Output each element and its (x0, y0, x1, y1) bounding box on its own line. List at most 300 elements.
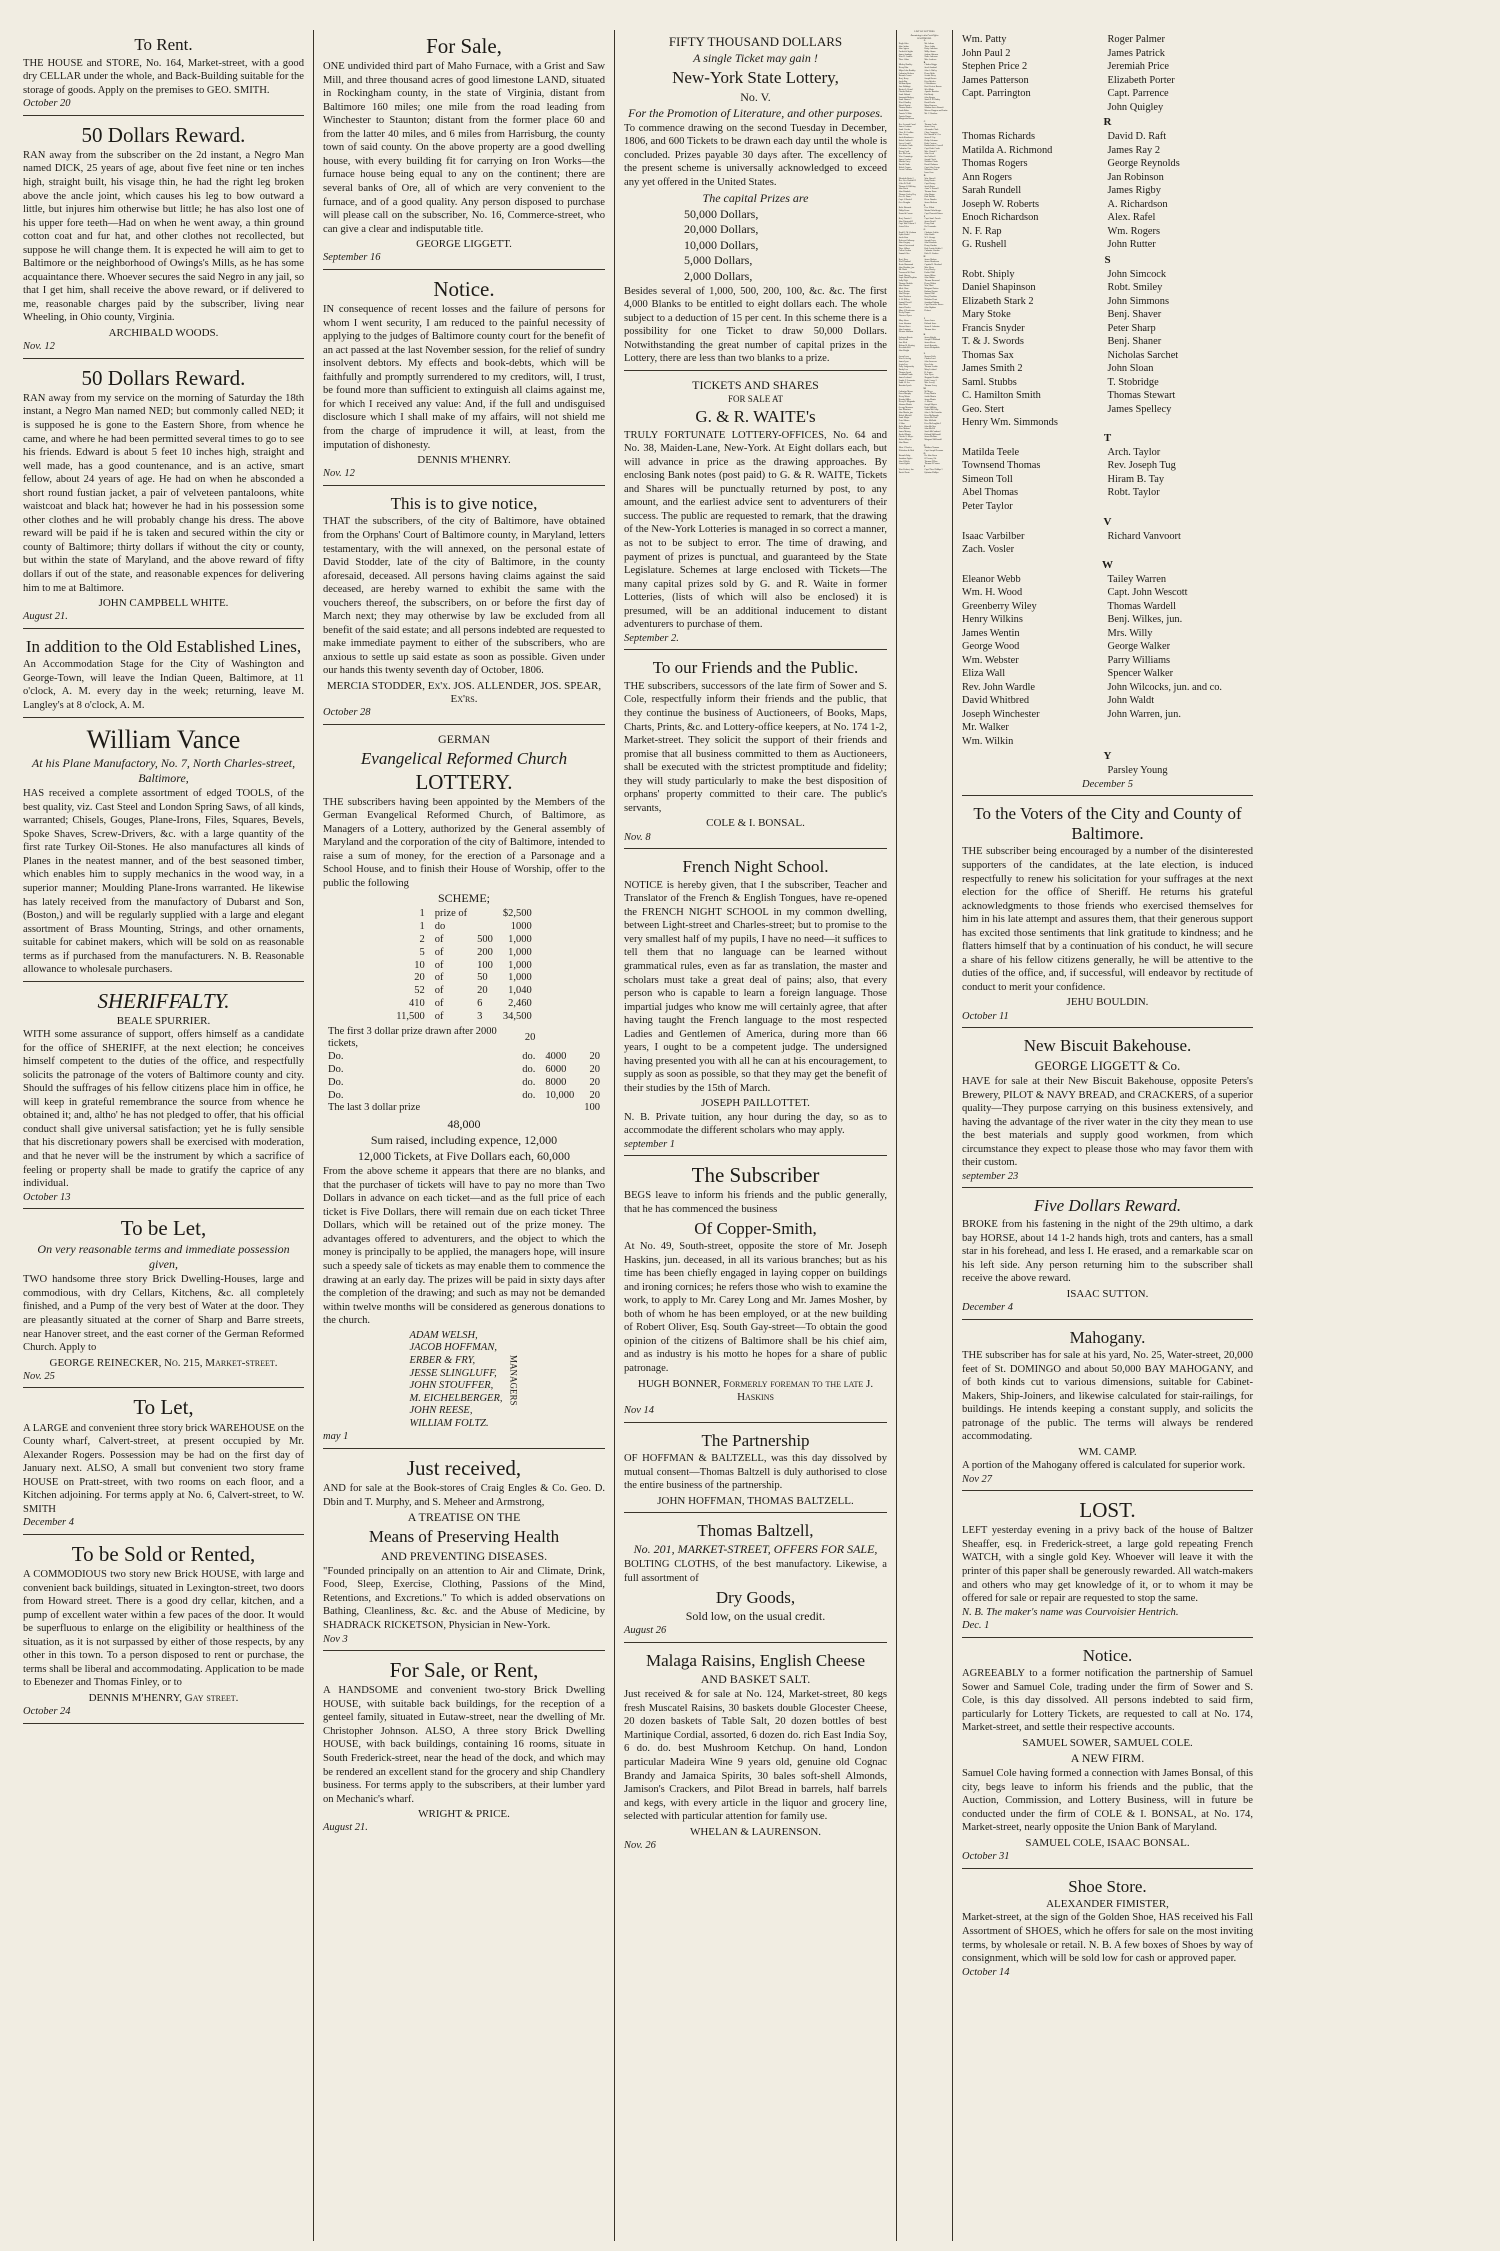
letter-recipient: John Gregory (898, 242, 911, 245)
scheme-cell: 1,000 (508, 959, 532, 971)
letter-recipient: Capt. John Wescott (1107, 587, 1188, 599)
ad-five-dollars (962, 1191, 1253, 1319)
letter-recipient: Saml. Barnes 2 (898, 99, 912, 102)
letter-recipient: Jerome Berry (924, 75, 936, 78)
letter-recipient: James Spellecy (1107, 403, 1172, 415)
letter-recipient: James Murray (898, 430, 911, 433)
ad-body: RAN away from my service on the morning of Saturday the 18th instant, a Negro Man named NED; but commonly called NED; it is supposed he is gone to the Eastern Shore, from whence he came, and where he had been permitted several times to go to see his friends. Edward is about 5 feet 10 inches high, straight and well made, has a good countenance, and is an active, smart fellow, about 24 years of age. He had on when he absconded a short round fustian jacket, a pair of velveteen pantaloons, white waistcoat and black hat; however he had in his possession some other clothes and he will probably change his dress. The above reward will be paid if he is taken and secured within the city or county of Baltimore; thirty dollars if without the city or county, but within the state of Maryland, and the above reward of fifty dollars if out of the state, and reasonable expences for delivering him to me at Baltimore. (23, 392, 304, 594)
ad-signature: ISAAC SUTTON. (1066, 1287, 1149, 1300)
column-2 (314, 30, 615, 2241)
letter-recipient: T. Stobridge (1107, 376, 1159, 388)
letter-recipient: Philip Coleman (924, 139, 938, 142)
ad-signature-2: SAMUEL COLE, ISAAC BONSAL. (1025, 1836, 1190, 1849)
ad-pretitle: GERMAN (437, 731, 490, 746)
letter-recipient: Sarah E. B. Buffey (924, 99, 941, 102)
letter-recipient: John McGill (924, 428, 935, 431)
letter-recipient: Henry Gardner (924, 245, 938, 247)
letter-recipient: Robt. Smiley (1107, 282, 1163, 294)
ad-french-school (624, 852, 887, 1156)
names-column (962, 33, 1108, 114)
ad-title-2: ALEXANDER FIMISTER, (1046, 1898, 1169, 1911)
ad-body: RAN away from the subscriber on the 2d instant, a Negro Man named DICK, 25 years of age, about five feet nine or ten inches high, straight built, his visage thin, he had the right leg broken above the ancle joint, which causes his leg to bow outward a little, but injures him otherwise but little; he has also lost one of his upper fore teeth—Had on when he went away, a thin ground cotton coat and fur hat, and other clothes not recollected, but suppose he will change them. It is expected he will aim to get to Baltimore or the neighborhood of Owings's Mills, as he has some acquaintance there. Whoever secures the said Negro in any jail, so that I get him, shall receive the above reward, or if delivered to me, reasonable charges paid by the subscriber, living near Wheeling, in Ohio county, Virginia. (23, 149, 305, 324)
letter-recipient: M. Meyer (924, 390, 933, 393)
letter-recipient: Thomas Wardell (1107, 600, 1177, 612)
letter-recipient: Enoch Richardson (962, 212, 1039, 224)
letter-recipient: Captain D. Howland (924, 263, 942, 266)
letter-recipient: Max Henry (924, 266, 935, 269)
ad-date: December 4 (962, 1301, 1014, 1313)
scheme-cell: 500 (477, 934, 493, 946)
letters-date: December 5 (1081, 778, 1134, 790)
ad-title: New Biscuit Bakehouse. (1023, 1036, 1192, 1056)
ad-signature: MERCIA STODDER, Ex'x. JOS. ALLENDER, JOS. SPEAR, Ex'rs. (326, 679, 602, 706)
letter-recipient: Thomas Rogers (962, 158, 1028, 170)
ad-body-2: Sold low, on the usual credit. (685, 1609, 826, 1624)
letters-section (898, 204, 950, 215)
ad-title: The Partnership (701, 1430, 810, 1450)
letter-recipient: Lewis Lay (898, 363, 908, 366)
ad-title: To be Let, (120, 1216, 207, 1241)
letter-recipient: Thomas Lynch (898, 371, 912, 374)
letter-recipient: Abel Thomas (962, 487, 1019, 499)
ad-to-be-let (23, 1212, 304, 1388)
letter-recipient: Arch. Taylor (1107, 446, 1161, 458)
extra-prize-cell (517, 1102, 540, 1115)
extra-prize-cell: do. (522, 1089, 536, 1101)
letter-recipient: Tailey Warren (1107, 573, 1167, 585)
letter-recipient: Saml. Stubbs (962, 376, 1017, 388)
letter-recipient: Thomas Harwood (924, 280, 940, 283)
ad-body: THE subscriber being encouraged by a number of the disinterested supporters of the candidates, at the late election, is induced respectfully to renew his solicitation for your suffrages at the next election for the office of Sheriff. He returns his grateful acknowledgments to those friends who exercised themselves for him in his late attempt and assures them, that their generous support has excited those sentiments that link gratitude to kindness; and he flatters himself that by a continuation of his conduct, he will secure a share of his fellow citizens generally, he will be attentive to the duties of the office, and, if successful, will endeavor by rectitude of conduct to merit your confidence. (962, 846, 1253, 993)
letter-recipient: Archibald Lamb (898, 374, 913, 377)
letter-recipient: Hannah Crown (898, 75, 912, 78)
letter-recipient: James Crocker (898, 158, 912, 161)
letter-recipient: Saml. Boland (898, 94, 911, 97)
capital-prizes-list (624, 207, 887, 285)
lottery-scheme-table (391, 908, 536, 1023)
letter-recipient: Rich. B. Gordon (924, 253, 939, 256)
names-column (962, 573, 1108, 749)
letter-recipient: Benj. Hacy (898, 258, 909, 261)
ad-biscuit-bakehouse (962, 1031, 1253, 1188)
letter-recipient: Thomas Richards (962, 131, 1036, 143)
extra-prize-cell: do. (522, 1063, 536, 1075)
ad-subtitle: FOR SALE AT (727, 393, 783, 404)
ad-body: Just received & for sale at No. 124, Market-street, 80 kegs fresh Muscatel Raisins, 30 baskets double Glocester Cheese, 20 dozen baskets of Table Salt, 20 dozen bottles of best Martinique Cordial, assorted, 6 dozen do. rich East India Soy, 6 do. do. best Mushroom Ketchup. On hand, London particular Madeira Wine 9 years old, genuine old Cognac Brandy and Jamaica Spirits, 30 bales soft-shell Almonds, Jamison's Crackers, and Pilot Bread in barrels, half barrels and kegs, with every article in the liquor and grocery line, selected with particular attention for family use. (624, 1689, 887, 1823)
letter-recipient: Wm. Hamond (898, 261, 911, 264)
letter-recipient: Zach. Vosler (962, 544, 1015, 556)
names-column (925, 124, 951, 175)
letter-recipient: J. Marr (898, 422, 905, 425)
ad-copper-smith (624, 1159, 887, 1422)
ad-notice-partnership (962, 1641, 1253, 1869)
letter-recipient: Chas. Carpenter (924, 131, 938, 134)
ad-body: A COMMODIOUS two story new Brick HOUSE, with large and convenient back buildings, situated in Lexington-street, two doors from Howard street. There is a good dry cellar, kitchen, and a pump of excellent water within a few paces of the door. It would be superfluous to enlarge on the eligibility or healthiness of the situation, as it is not surpassed by either of those respects, by any other in this town. To a person disposed to rent or purchase, the terms shall be liberal and accommodating. Application to be made to Ebenezer and Thomas Finley, or to (23, 1569, 304, 1689)
extra-prize-cell: 20 (589, 1076, 600, 1088)
ad-title: SHERIFFALTY. (97, 988, 230, 1013)
letter-recipient: John Hopkins, jun. (898, 266, 915, 269)
book-line-3: AND PREVENTING DISEASES. (380, 1548, 548, 1563)
letter-recipient: Francis Barnes (898, 115, 912, 118)
letter-recipient: Rev. Leonard Cassel (898, 123, 916, 126)
extra-prize-cell: 100 (584, 1102, 600, 1114)
ad-title: TICKETS AND SHARES (692, 377, 819, 392)
ad-subtitle: On very reasonable terms and immediate possession given, (37, 1242, 290, 1272)
letter-recipient: Thos. Gilbert (898, 247, 910, 250)
letter-recipient: Thos. Ashby (924, 45, 936, 48)
ad-signature: JOSEPH PAILLOTTET. (701, 1097, 810, 1110)
letter-recipient: Lydia Gould (898, 234, 910, 237)
ad-just-received (323, 1452, 605, 1651)
letter-recipient: Henry Hebbie (924, 282, 937, 285)
prize-item: 5,000 Dollars, (684, 253, 753, 268)
ad-body: THE subscribers, successors of the late firm of Sower and S. Cole, respectfully inform their friends and the public, that they continue the business of Auctioneers, of Books, Maps, Charts, Prints, &c. and Lottery-office keepers, at No. 174 1-2, Market-street. They solicit the support of their friends and promise that all business committed to them as Auctioneers, shall be executed with the strictest promptitude and fidelity; they will study particularly to make the best disposition of orphans' property committed to their care. The public's servants, (624, 680, 887, 814)
ad-signature: DENNIS M'HENRY. (417, 454, 511, 467)
names-column (925, 391, 951, 445)
letter-recipient: Joseph Grove (924, 239, 936, 242)
ad-title: To be Sold or Rented, (71, 1541, 256, 1566)
ad-signature: HUGH BONNER, Formerly foreman to the late J. Haskins (637, 1377, 874, 1403)
letter-recipient: Polly Longworthy (898, 366, 914, 369)
ad-shoe-store (962, 1872, 1253, 1984)
letter-recipient: Ephraim Phillips (924, 471, 939, 474)
names-column (925, 455, 951, 466)
extra-prize-row (323, 1102, 605, 1115)
ad-body: HAVE for sale at their New Biscuit Bakehouse, opposite Peters's Brewery, PILOT & NAVY BREAD, and CRACKERS, of a superior quality—They purpose carrying on this business extensively, and having the advantage of the river water in the city they mean to use the best materials and supply good workmen, from which circumstance they expect to please those who may favor them with their custom. (962, 1076, 1253, 1169)
letter-recipient: Herbert (924, 309, 931, 312)
letter-recipient: John Arthur (898, 45, 909, 48)
letter-recipient: John Fitzgerald 2 (898, 220, 914, 223)
names-column (899, 259, 925, 318)
letter-recipient: Capt. Saml. French (924, 218, 941, 221)
ad-body: NOTICE is hereby given, that I the subscriber, Teacher and Translator of the French & English Tongues, have re-opened the FRENCH NIGHT SCHOOL in my common dwelling, between Light-street and Charles-street; but to promise to the very smallest half of my pupils, I have no need—it suffices to tell them that no language can be learned without grammatical rules, even as far as translation, the master and scholars must take a great deal of pains; also, that every person who is capable to learn a foreign language. Those impartial judges who know me will certainly agree, that after having taught the French language to the most respected Ladies and Gentlemen of America, during more than 66 years, I ought to be a competent judge. The undersigned having presented you with all he can at his encouragement, to supply as soon as possible, so that they may get the benefit of their studies by the 15th of March. (624, 879, 887, 1094)
names-column (925, 469, 951, 474)
letter-recipient: Beal. Prefect Barron (924, 85, 942, 88)
names-column (962, 530, 1108, 557)
letters-section (898, 336, 950, 356)
prize-item: 20,000 Dollars, (684, 222, 759, 237)
letter-recipient: John Hooper (898, 293, 910, 296)
names-column (899, 455, 925, 466)
letters-list (899, 40, 950, 474)
letter-recipient: Isaac Varbilber (962, 530, 1025, 542)
scheme-row (391, 998, 536, 1011)
scheme-cell (472, 908, 498, 921)
names-column (962, 130, 1108, 252)
names-column (1108, 33, 1254, 114)
letters-section (898, 355, 950, 391)
ad-body: BROKE from his fastening in the night of the 29th ultimo, a dark bay HORSE, about 14 1-2 hands high, trots and canters, has a small star in his forehead, and less I. He erased, and a remarkable scar on his left side. Any person returning him to the subscriber shall receive the above reward. (962, 1219, 1253, 1285)
letter-recipient: Paul Davidn (924, 196, 935, 199)
letter-recipient: Rev. Geo. Dashiell 2 (898, 180, 917, 183)
scheme-cell: of (434, 972, 444, 984)
extra-prize-row (323, 1051, 605, 1064)
ad-signature: DENNIS M'HENRY, Gay street. (88, 1691, 239, 1704)
names-column (925, 447, 951, 452)
candidate-name: BEALE SPURRIER. (116, 1014, 211, 1027)
letter-recipient: Henry Bride (924, 72, 935, 75)
letter-recipient: Richard Jones (924, 323, 937, 326)
ad-date: Nov 3 (323, 1633, 348, 1645)
names-column (925, 337, 951, 353)
scheme-cell: 410 (409, 998, 425, 1009)
letter-recipient: Thomas Joice (924, 328, 936, 331)
letter-recipient: Rachel Martin (898, 433, 911, 436)
letter-recipient: John Wilcocks, jun. and co. (1107, 681, 1223, 693)
letter-recipient: David Locke (924, 102, 936, 105)
ad-title: William Vance (86, 724, 241, 754)
names-column (962, 764, 1108, 778)
letter-recipient: T. & J. Swords (962, 336, 1024, 348)
letter-recipient: Chas. R. Coolbire (898, 131, 914, 134)
ad-date: september 23 (962, 1170, 1019, 1182)
letters-section (899, 178, 950, 205)
letter-recipient: Jane Morrison (898, 409, 911, 412)
letter-recipient: John A. McConachie (924, 412, 942, 415)
letter-recipient: Betty Anderson (924, 48, 938, 51)
scheme-cell: 3 (477, 1010, 483, 1022)
ad-voters (962, 799, 1253, 1028)
ad-body-2: "Founded principally on an attention to Air and Climate, Drink, Food, Sleep, Exercise, Clothing, Passions of the Mind, Retentions, and Excretions." To which is added observations on Bathing, Cleanliness, &c. &c. and the Abuse of Medicine, by SHADRACK RICKETSON, Physician in New-York. (323, 1565, 605, 1631)
letter-recipient: Johanna Jones Barnoff (924, 107, 944, 110)
letter-recipient: Daniel Shapinson (962, 282, 1036, 294)
ad-title: Just received, (406, 1456, 522, 1481)
letter-recipient: Allen D. Neill (898, 182, 911, 185)
letter-recipient: Jacob Kannhaven (898, 137, 914, 140)
letter-recipient: Alexander Cruth (898, 145, 913, 148)
letter-recipient: Francis Snyder (962, 322, 1025, 334)
letter-recipient: John Agnew (898, 48, 910, 51)
letter-recipient: Hannah Oday (898, 455, 911, 458)
letter-recipient: Henry Harper (898, 312, 911, 315)
names-column (925, 207, 951, 215)
letter-recipient: Nicholas Clarke (924, 161, 938, 164)
letter-recipient: Matilda A. Richmond (962, 144, 1053, 156)
ad-body: AND for sale at the Book-stores of Craig Engles & Co. Geo. D. Dbin and T. Murphy, and S. Meheer and Armstrong, (323, 1483, 605, 1508)
ad-title: To our Friends and the Public. (652, 658, 859, 678)
letter-recipient: John Davis (898, 188, 909, 191)
letter-recipient: David D. Raft (1107, 131, 1167, 143)
letter-recipient: Edward Jones (898, 325, 911, 328)
letter-recipient: Wm. Wilkin (962, 735, 1014, 747)
letter-recipient: Jan Caldwell (924, 155, 936, 158)
ad-date: September 16 (323, 252, 381, 264)
ad-body-2: Besides several of 1,000, 500, 200, 100, &c. &c. The first 4,000 Blanks to be entitled to eight dollars each. The whole subject to a deduction of 15 per cent. In this scheme there is a possibility for one Ticket to draw 50,000 Dollars. Notwithstanding the great number of capital prizes in the Lottery, there are less than two blanks to a prize. (624, 285, 887, 365)
letter-recipient: Townsend Thomas (962, 460, 1041, 472)
letter-recipient: Mary J. Henderson (898, 309, 915, 312)
names-column (899, 178, 925, 205)
letter-recipient: Charles Barlow (898, 91, 912, 94)
scheme-cell: of (434, 934, 444, 946)
extra-prize-row (323, 1077, 605, 1090)
sum-raised: Sum raised, including expence, 12,000 (370, 1133, 558, 1148)
ad-reward-ned (23, 362, 304, 629)
letter-recipient: Wm. Cummings (898, 155, 913, 158)
letter-recipient: Sopie David Hopkins (898, 277, 917, 280)
ad-date: september 1 (624, 1138, 676, 1150)
letter-recipient: John Martin, jun. (898, 412, 914, 415)
letter-recipient: David Whitbred (962, 695, 1030, 707)
letter-recipient: James Dickson (924, 201, 938, 204)
names-column (899, 447, 925, 452)
letters-section-letter: L (923, 353, 926, 356)
letters-section (962, 446, 1253, 514)
letter-recipient: Thomas Sax (962, 349, 1014, 361)
letter-recipient: James Hilton (924, 274, 936, 277)
letter-recipient: James Greenwood (898, 245, 915, 247)
letter-recipient: Robt. Maxwell (898, 425, 912, 428)
letter-recipient: James Carey (924, 126, 936, 129)
scheme-cell: of (434, 959, 444, 971)
letter-recipient: Jacob Kennedy (924, 344, 938, 347)
letter-recipient: William Byrne (898, 83, 912, 86)
letter-recipient: Margaret McDonald (924, 438, 942, 441)
names-column (899, 207, 925, 215)
letter-recipient: James McClure (924, 417, 938, 420)
letter-recipient: John Quigley (1107, 101, 1164, 113)
letter-recipient: Henry Moore (898, 395, 911, 398)
letter-recipient: O'Connor, Ed. (924, 457, 937, 460)
letter-recipient: Jacob Deton (924, 185, 935, 188)
extra-prize-cell: 8000 (545, 1076, 567, 1088)
letter-recipient: Henry Fruit (924, 223, 935, 226)
ad-title: FIFTY THOUSAND DOLLARS (668, 34, 843, 49)
scheme-row (391, 921, 536, 934)
letter-recipient: Margaret Hutton (924, 288, 939, 291)
letters-section-letter: E (923, 204, 926, 207)
extra-prize-row (323, 1026, 605, 1052)
letter-recipient: Margaretta Brown (898, 118, 915, 121)
letters-section (962, 573, 1253, 749)
book-title: Means of Preserving Health (368, 1527, 560, 1547)
letter-recipient: Thomas Dunn (924, 190, 937, 193)
ad-body: An Accommodation Stage for the City of Washington and George-Town, will leave the Indian Queen, Baltimore, at 11 o'clock, A. M. every day in the week; returning, leave M. Langley's at 8 o'clock, A. M. (23, 659, 304, 712)
letter-recipient: Charles S. Meyer (898, 436, 914, 439)
letter-recipient: Mr. Arlinas (924, 42, 934, 45)
ad-body-2: A portion of the Mahogany offered is calculated for superior work. (962, 1460, 1246, 1472)
letter-recipient: Catharine Moore (898, 390, 913, 393)
scheme-row (391, 908, 536, 921)
names-column (899, 391, 925, 445)
new-firm-body: Samuel Cole having formed a connection with James Bonsal, of this city, begs leave to inform his friends and the public, that the Auction, Commission, and Lottery Business, will in future be conducted under the firm of COLE & I. BONSAL, at No. 174, Market-street, nearly opposite the Union Bank of Maryland. (962, 1768, 1253, 1834)
letter-recipient: Eliza Wall (962, 668, 1006, 680)
letters-section-letter: T (1103, 431, 1112, 444)
ad-to-let (23, 1391, 304, 1535)
letters-section (898, 123, 950, 178)
ad-sold-or-rented (23, 1538, 304, 1724)
ad-signature: GEORGE LIGGETT. (416, 238, 512, 251)
ad-stage-lines (23, 632, 304, 718)
ad-date: August 26 (624, 1625, 667, 1637)
ad-body: LEFT yesterday evening in a privy back of the house of Baltzer Sheaffer, esq. in Frederick-street, a large gold repeating French WATCH, with a single gold Key. Whoever will leave it with the printer of this paper shall be generously rewarded. All watch-makers and others who may get knowledge of it, or to whom it may be offered for sale or repair are requested to stop the same. (962, 1525, 1253, 1605)
ad-date: Nov. 26 (624, 1839, 656, 1851)
letters-section (898, 444, 950, 452)
scheme-row (391, 972, 536, 985)
ad-mahogany (962, 1323, 1253, 1492)
letter-recipient: James Lyon (898, 360, 909, 363)
letter-recipient: Benj. Berry (898, 77, 909, 80)
managers-label: MANAGERS (508, 1354, 519, 1406)
column-4 (897, 30, 953, 2241)
letter-recipient: Alex. Rafel (1107, 212, 1156, 224)
manager-name: ERBER & FRY, (409, 1354, 476, 1366)
letter-recipient: Charles Briggs (924, 64, 937, 67)
letter-recipient: Parry Williams (1107, 654, 1171, 666)
ad-title: Notice. (433, 276, 495, 301)
letter-recipient: Jan Robinson (1107, 171, 1164, 183)
letter-recipient: James Knight (924, 336, 936, 339)
letter-recipient: Benj. Shaner (1107, 336, 1162, 348)
scheme-cell: 1,040 (508, 985, 532, 997)
prize-item: 2,000 Dollars, (684, 268, 753, 283)
letter-recipient: Capt. Wm. Fabens 2 (898, 223, 916, 226)
names-column (925, 218, 951, 229)
letter-recipient: Peter Sharp (1107, 322, 1156, 334)
letter-recipient: John Benges (924, 96, 936, 99)
letters-section (962, 268, 1253, 430)
letter-recipient: Hugh Allen (898, 42, 909, 45)
letter-recipient: Arthur McColky (924, 409, 939, 412)
letters-section (899, 320, 950, 333)
letter-recipient: Jonathan Ogden (898, 457, 913, 460)
letters-section (899, 469, 950, 474)
letter-recipient: James Jones (924, 320, 935, 323)
letter-recipient: Alexander Clark (924, 129, 939, 132)
scheme-cell: 1,000 (508, 934, 532, 946)
letter-recipient: Benj. Hooker (898, 290, 910, 293)
ad-body: Market-street, at the sign of the Golden Shoe, HAS received his Fall Assortment of SHOES, which he offers for sale on the most inviting terms, by wholesale or retail. N. B. A few boxes of Shoes by way of consignment, which will be sold low for cash or approved paper. (962, 1912, 1253, 1965)
letter-recipient: Samuel Glea (898, 253, 910, 256)
ad-friends-public (624, 653, 887, 849)
letter-recipient: Thos. Allare (898, 59, 910, 61)
names-column (1108, 268, 1254, 430)
letter-recipient: Milly Adams (924, 50, 936, 53)
extra-prize-cell: 20 (589, 1051, 600, 1063)
letter-recipient: Jacob Lankard (924, 67, 937, 70)
extra-prize-cell: The first 3 dollar prize drawn after 2000 tickets, (328, 1025, 497, 1050)
ticket-count: 12,000 Tickets, at Five Dollars each, 60,000 (358, 1149, 570, 1164)
ad-title: For Sale, or Rent, (389, 1658, 539, 1683)
letter-recipient: Thomas O'Connor (924, 463, 940, 466)
letter-recipient: Thomas Cooke (924, 123, 938, 126)
letter-recipient: Benj. Shaver (1107, 309, 1162, 321)
letter-recipient: Sally High (898, 280, 908, 283)
letter-recipient: George Wood (962, 641, 1020, 653)
letter-recipient: Jane Crerry (898, 134, 909, 137)
ad-date: Nov. 12 (23, 341, 55, 353)
letter-recipient: Sophie F. Lancaster (898, 379, 916, 382)
capital-prizes-label: The capital Prizes are (702, 190, 809, 205)
letter-recipient: Barbara Hasson (924, 290, 938, 293)
letter-recipient: Joseph Mayers (924, 404, 937, 407)
letter-recipient: Ann Rogers (962, 171, 1012, 183)
letter-recipient: Nath. Anderson (924, 56, 938, 59)
ad-body: TWO handsome three story Brick Dwelling-Houses, large and commodious, with dry Cellars, Kitchens, &c. all completely finished, and a Pump of the very best of Water at the door. They are pleasantly situated at the corner of Sharp and Barre streets, near Hanover street, and the east corner of the German Reformed Church. Apply to (23, 1274, 304, 1354)
letter-recipient: Capt. Parrington (962, 88, 1031, 100)
ad-signature: WRIGHT & PRICE. (418, 1808, 510, 1821)
letters-section-letter: S (1104, 253, 1111, 266)
names-column (925, 259, 951, 318)
letter-recipient: Solomon Karvin (898, 336, 913, 339)
letter-recipient: Joseph W. Roberts (962, 198, 1040, 210)
names-column (925, 178, 951, 205)
ad-body: THE HOUSE and STORE, No. 164, Market-street, with a good dry CELLAR under the whole, and Back-Building suitable for the storage of goods. Apply on the premises to GEO. SMITH. (23, 57, 304, 96)
ad-body: TRULY FORTUNATE LOTTERY-OFFICES, No. 64 and No. 38, Maiden-Lane, New-York. At Eight dollars each, but will advance in price as the drawing approaches. By enclosing Bank notes (post paid) to G. & R. WAITE, Tickets and Shares will be punctually returned by post, to any amount, and the earliest advice sent to adventurers of their success. The public are requested to remark, that the drawing of the New-York Lotteries is managed in so correct a manner, as not to be subject to error. The time of drawing, and payment of prizes is punctual, and guaranteed by the State Legislature. Schemes at large enclosed with Tickets—The many capital prizes sold by G. and R. Waite in former Lotteries, (lists of which will also be enclosed) it is presumed, will be an additional inducement to distant adventurers to purchase of them. (624, 429, 887, 631)
letter-recipient: Philip Evans (898, 209, 910, 212)
letter-recipient: Mr. Walker (962, 722, 1009, 734)
letter-recipient: John Goodwin (924, 242, 937, 245)
ad-signature: ARCHIBALD WOODS. (108, 326, 219, 339)
